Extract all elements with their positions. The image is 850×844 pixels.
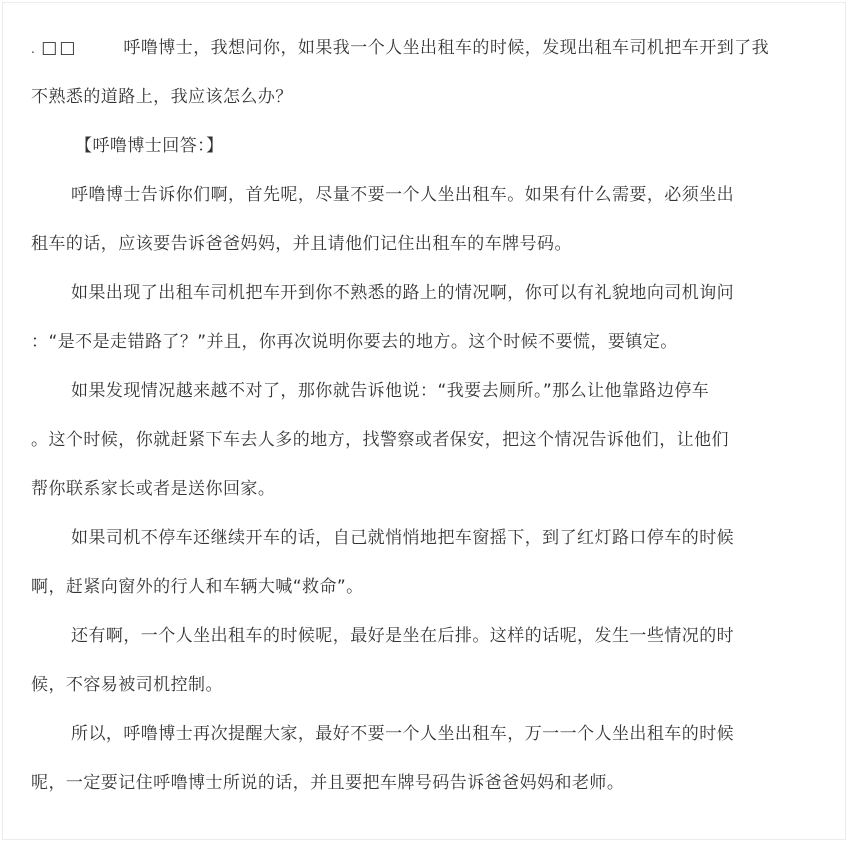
paragraph-line: 如果发现情况越来越不对了，那你就告诉他说：“我要去厕所。”那么让他靠路边停车	[71, 381, 710, 401]
paragraph-line: 如果出现了出租车司机把车开到你不熟悉的路上的情况啊，你可以有礼貌地向司机询问	[71, 283, 735, 303]
paragraph-line: 租车的话，应该要告诉爸爸妈妈，并且请他们记住出租车的车牌号码。	[31, 234, 572, 254]
question-line-2: 不熟悉的道路上，我应该怎么办？	[31, 87, 293, 107]
paragraph-line: 。这个时候，你就赶紧下车去人多的地方，找警察或者保安，把这个情况告诉他们，让他们	[31, 430, 729, 450]
paragraph-line: 啊，赶紧向窗外的行人和车辆大喊“救命”。	[31, 577, 364, 597]
paragraph-line: 帮你联系家长或者是送你回家。	[31, 479, 276, 499]
paragraph-line: 还有啊，一个人坐出租车的时候呢，最好是坐在后排。这样的话呢，发生一些情况的时	[71, 626, 735, 646]
paragraph-line: 如果司机不停车还继续开车的话，自己就悄悄地把车窗摇下，到了红灯路口停车的时候	[71, 528, 735, 548]
question-line-1	[31, 36, 769, 61]
paragraph-line: ：“是不是走错路了？”并且，你再次说明你要去的地方。这个时候不要慌，要镇定。	[31, 332, 678, 352]
prefix-dot: .	[31, 42, 36, 56]
document-page	[2, 2, 846, 840]
paragraph-line: 呼噜博士告诉你们啊，首先呢，尽量不要一个人坐出租车。如果有什么需要，必须坐出	[71, 185, 735, 205]
paragraph-line: 呢，一定要记住呼噜博士所说的话，并且要把车牌号码告诉爸爸妈妈和老师。	[31, 773, 625, 793]
answer-heading: 【呼噜博士回答：】	[75, 136, 224, 156]
question-text-1: 呼噜博士，我想问你，如果我一个人坐出租车的时候，发现出租车司机把车开到了我	[123, 38, 770, 58]
paragraph-line: 候，不容易被司机控制。	[31, 675, 223, 695]
prefix-boxes: □□	[41, 38, 78, 58]
paragraph-line: 所以，呼噜博士再次提醒大家，最好不要一个人坐出租车，万一一个人坐出租车的时候	[71, 724, 735, 744]
